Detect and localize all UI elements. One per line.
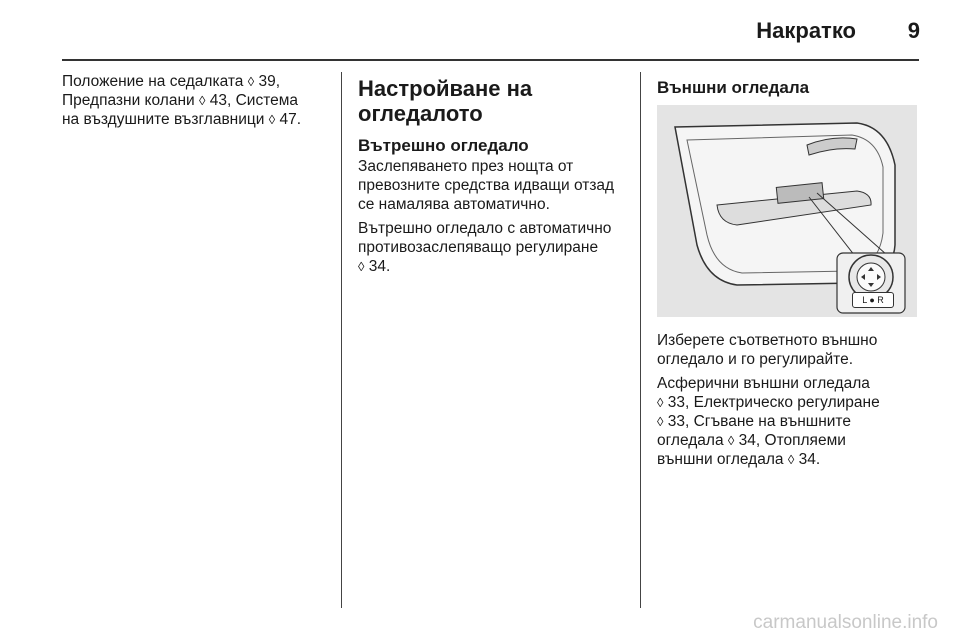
reference-link[interactable]: 39, [258,73,281,90]
column-divider-2 [640,72,641,608]
reference-link[interactable]: 34. [368,258,391,275]
door-panel-icon [657,105,917,317]
header-rule [62,59,919,61]
column-3 [657,78,919,474]
section-heading: Външни огледала [657,78,810,97]
reference-arrow-icon: ◊ [268,112,276,127]
paragraph: Изберете съответното външно огледало и го регулирайте. [657,332,878,368]
page-header-title: Накратко [756,18,856,43]
reference-link[interactable]: 33, Сгъване на външните [667,413,851,430]
reference-arrow-icon: ◊ [199,93,206,108]
reference-link[interactable]: 33, Електрическо регулиране [667,394,880,411]
column-1 [62,72,332,129]
paragraph: Заслепяването през нощта от превозните средства идващи отзад се намалява автоматично. [358,158,615,213]
reference-link[interactable]: 34, Отопляеми [738,432,846,449]
lr-switch-label: L ● R [852,292,894,308]
cross-reference-line: Предпазни колани ◊ 43, Система [62,92,299,109]
section-heading: Настройване на огледалото [358,76,533,126]
cross-reference-line: на въздушните възглавници ◊ 47. [62,111,302,128]
paragraph: Вътрешно огледало с автоматично противозаслепяващо регулиране ◊ 34. [358,220,612,275]
paragraph: Асферични външни огледала ◊ 33, Електрическо регулиране ◊ 33, Сгъване на външните огледала ◊ 34, Отопляеми външни огледала ◊ 34. [657,375,880,468]
column-divider-1 [341,72,342,608]
reference-link[interactable]: 34. [798,451,821,468]
watermark: carmanualsonline.info [753,612,938,633]
reference-arrow-icon: ◊ [657,395,664,410]
reference-arrow-icon: ◊ [657,414,664,429]
subsection-heading: Вътрешно огледало [358,136,529,155]
cross-reference-line: Положение на седалката ◊ 39, [62,73,281,90]
reference-arrow-icon: ◊ [727,433,735,448]
reference-arrow-icon: ◊ [247,74,255,89]
page-number: 9 [907,18,920,43]
reference-link[interactable]: 47. [279,111,302,128]
reference-link[interactable]: 43, Система [209,92,299,109]
reference-arrow-icon: ◊ [787,452,795,467]
reference-arrow-icon: ◊ [358,259,365,274]
door-panel-illustration [657,105,917,317]
column-2 [358,76,630,281]
